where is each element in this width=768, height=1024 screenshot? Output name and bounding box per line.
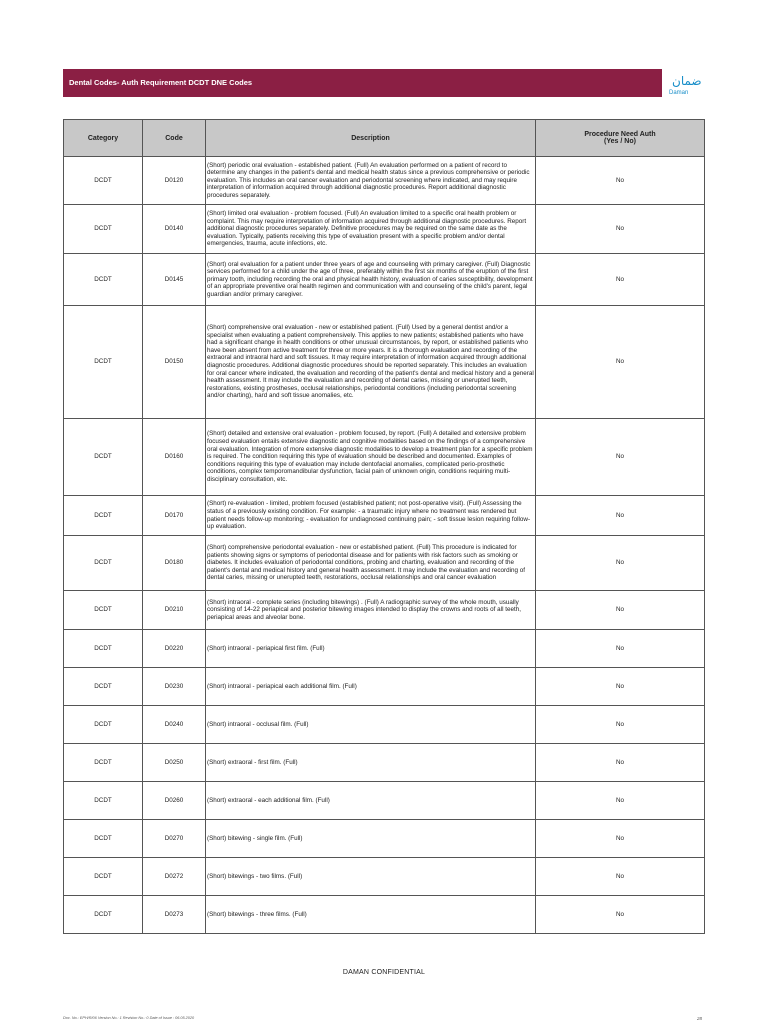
logo-text: Daman [669, 90, 689, 96]
cell-code: D0250 [143, 744, 206, 782]
cell-category: DCDT [64, 630, 143, 668]
cell-auth: No [536, 536, 705, 591]
cell-auth: No [536, 896, 705, 934]
document-title: Dental Codes- Auth Requirement DCDT DNE Codes [69, 78, 253, 87]
table-row [64, 306, 705, 419]
cell-description: (Short) intraoral - periapical first film. (Full) [206, 630, 536, 668]
column-header-description: Description [206, 120, 536, 157]
cell-auth: No [536, 630, 705, 668]
cell-code: D0230 [143, 668, 206, 706]
cell-code: D0260 [143, 782, 206, 820]
table-row [64, 536, 705, 591]
cell-category: DCDT [64, 820, 143, 858]
cell-description: (Short) intraoral - complete series (including bitewings) . (Full) A radiographic survey of the whole mouth, usually consisting of 14-22 periapical and posterior bitewing images intended to display the crowns and roots of all teeth, periapical areas and alveolar bone. [206, 591, 536, 630]
cell-category: DCDT [64, 591, 143, 630]
cell-auth: No [536, 782, 705, 820]
table-row [64, 205, 705, 254]
cell-code: D0273 [143, 896, 206, 934]
cell-auth: No [536, 744, 705, 782]
cell-description: (Short) extraoral - first film. (Full) [206, 744, 536, 782]
table-header-row [64, 120, 705, 157]
cell-category: DCDT [64, 157, 143, 205]
daman-logo [666, 74, 702, 100]
dental-codes-table [63, 119, 705, 934]
cell-category: DCDT [64, 744, 143, 782]
cell-code: D0220 [143, 630, 206, 668]
cell-code: D0140 [143, 205, 206, 254]
cell-category: DCDT [64, 668, 143, 706]
cell-auth: No [536, 706, 705, 744]
cell-description: (Short) extraoral - each additional film. (Full) [206, 782, 536, 820]
cell-auth: No [536, 205, 705, 254]
table-row [64, 496, 705, 536]
confidential-label: DAMAN CONFIDENTIAL [342, 969, 426, 976]
cell-code: D0210 [143, 591, 206, 630]
cell-category: DCDT [64, 496, 143, 536]
cell-code: D0160 [143, 419, 206, 496]
cell-auth: No [536, 591, 705, 630]
cell-code: D0120 [143, 157, 206, 205]
cell-description: (Short) bitewings - two films. (Full) [206, 858, 536, 896]
table-row [64, 896, 705, 934]
logo-arabic-text: ضمان [672, 74, 702, 88]
cell-auth: No [536, 157, 705, 205]
cell-code: D0170 [143, 496, 206, 536]
cell-category: DCDT [64, 419, 143, 496]
cell-category: DCDT [64, 896, 143, 934]
cell-description: (Short) bitewings - three films. (Full) [206, 896, 536, 934]
table-row [64, 157, 705, 205]
column-header-code: Code [143, 120, 206, 157]
cell-description: (Short) intraoral - occlusal film. (Full) [206, 706, 536, 744]
cell-category: DCDT [64, 205, 143, 254]
cell-description: (Short) limited oral evaluation - problem focused. (Full) An evaluation limited to a specific oral health problem or complaint. This may require interpretation of information acquired through additional diagnostic procedures. Report additional diagnostic procedures separately. Definitive procedures may be required on the same date as the evaluation. Typically, patients receiving this type of evaluation present with a specific problem and/or dental emergencies, trauma, acute infections, etc. [206, 205, 536, 254]
table-row [64, 254, 705, 306]
cell-description: (Short) comprehensive periodontal evaluation - new or established patient. (Full) This procedure is indicated for patients showing signs or symptoms of periodontal disease and for patients with risk factors such as smoking or diabetes. It includes evaluation of periodontal conditions, probing and charting, evaluation and recording of the patient's dental and medical history and general health assessment. It may include the evaluation and recording of dental caries, missing or unerupted teeth, restorations, occlusal relationships and oral cancer evaluation [206, 536, 536, 591]
cell-code: D0145 [143, 254, 206, 306]
table-row [64, 591, 705, 630]
cell-auth: No [536, 496, 705, 536]
cell-auth: No [536, 820, 705, 858]
cell-code: D0240 [143, 706, 206, 744]
table-row [64, 782, 705, 820]
cell-description: (Short) comprehensive oral evaluation - new or established patient. (Full) Used by a general dentist and/or a specialist when evaluating a patient comprehensively. This applies to new patients; established patients who have had a significant change in health conditions or other unusual circumstances, by report, or established patients who have been absent from active treatment for three or more years. It is a thorough evaluation and recording of the extraoral and intraoral hard and soft tissues. It may require interpretation of information acquired through additional diagnostic procedures. Additional diagnostic procedures should be reported separately. This includes an evaluation for oral cancer where indicated, the evaluation and recording of the patient's dental and medical history and a general health assessment. It may include the evaluation and recording of dental caries, missing or unerupted teeth, restorations, existing prostheses, occlusal relationships, periodontal conditions (including periodontal screening and/or charting), hard and soft tissue anomalies, etc. [206, 306, 536, 419]
table-row [64, 706, 705, 744]
cell-category: DCDT [64, 306, 143, 419]
table-row [64, 419, 705, 496]
page-number: 28 [697, 1016, 703, 1021]
cell-category: DCDT [64, 254, 143, 306]
cell-auth: No [536, 668, 705, 706]
column-header-category: Category [64, 120, 143, 157]
cell-description: (Short) re-evaluation - limited, problem focused (established patient; not post-operative visit). (Full) Assessing the status of a previously existing condition. For example: - a traumatic injury where no treatment was rendered but patient needs follow-up monitoring; - evaluation for undiagnosed continuing pain; - soft tissue lesion requiring follow-up evaluation. [206, 496, 536, 536]
column-header-auth: Procedure Need Auth (Yes / No) [536, 120, 705, 157]
cell-description: (Short) oral evaluation for a patient under three years of age and counseling with primary caregiver. (Full) Diagnostic services performed for a child under the age of three, preferably within the first six months of the eruption of the first primary tooth, including recording the oral and physical health history, evaluation of caries susceptibility, development of an appropriate preventive oral health regimen and communication with and counseling of the child's parent, legal guardian and/or primary caregiver. [206, 254, 536, 306]
cell-description: (Short) intraoral - periapical each additional film. (Full) [206, 668, 536, 706]
cell-code: D0180 [143, 536, 206, 591]
cell-code: D0272 [143, 858, 206, 896]
cell-auth: No [536, 306, 705, 419]
cell-description: (Short) detailed and extensive oral evaluation - problem focused, by report. (Full) A detailed and extensive problem focused evaluation entails extensive diagnostic and cognitive modalities based on the findings of a comprehensive oral evaluation. Integration of more extensive diagnostic modalities to develop a treatment plan for a specific problem is required. The condition requiring this type of evaluation should be described and documented. Examples of conditions requiring this type of evaluation may include dentofacial anomalies, complicated perio-prosthetic conditions, complex temporomandibular dysfunction, facial pain of unknown origin, conditions requiring multi-disciplinary consultation, etc. [206, 419, 536, 496]
cell-description: (Short) periodic oral evaluation - established patient. (Full) An evaluation performed on a patient of record to determine any changes in the patient's dental and medical health status since a previous comprehensive or periodic evaluation. This includes an oral cancer evaluation and periodontal screening where indicated, and may require interpretation of information acquired through additional diagnostic procedures. Report additional diagnostic procedures separately. [206, 157, 536, 205]
table-row [64, 668, 705, 706]
cell-description: (Short) bitewing - single film. (Full) [206, 820, 536, 858]
cell-category: DCDT [64, 706, 143, 744]
table-row [64, 858, 705, 896]
table-row [64, 630, 705, 668]
title-banner [63, 69, 662, 97]
cell-category: DCDT [64, 858, 143, 896]
cell-auth: No [536, 419, 705, 496]
table-row [64, 744, 705, 782]
cell-auth: No [536, 858, 705, 896]
cell-auth: No [536, 254, 705, 306]
cell-code: D0270 [143, 820, 206, 858]
cell-category: DCDT [64, 782, 143, 820]
table-row [64, 820, 705, 858]
cell-code: D0150 [143, 306, 206, 419]
document-info: Doc. No.: EPH/R/06 Version No.: 1 Revision No.: 0 Date of Issue : 06.05.2020 [63, 1016, 195, 1020]
cell-category: DCDT [64, 536, 143, 591]
